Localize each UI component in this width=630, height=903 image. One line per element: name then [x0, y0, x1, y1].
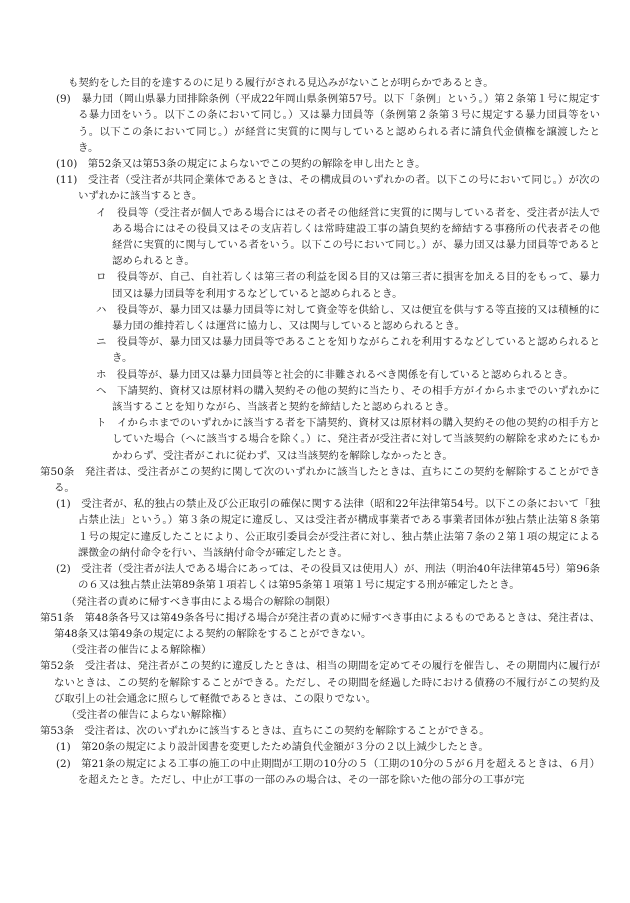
- subclause-ni: ニ 役員等が、暴力団又は暴力団員等であることを知りながらこれを利用するなどしていると認められるとき。: [96, 336, 600, 365]
- article-53: 第53条 受注者は、次のいずれかに該当するときは、直ちにこの契約を解除することができる。: [40, 725, 490, 738]
- subclause-ro: ロ 役員等が、自己、自社若しくは第三者の利益を図る目的又は第三者に損害を加える目的をもって、暴力団又は暴力団員等を利用するなどしていると認められるとき。: [96, 271, 600, 300]
- subclause-to: ト イからホまでのいずれかに該当する者を下請契約、資材又は原材料の購入契約その他の契約の相手方としていた場合（ヘに該当する場合を除く。）に、発注者が受注者に対して当該契約の解除を求めたにもかかわらず、受注者がこれに従わず、又は当該契約を解除しなかったとき。: [96, 417, 600, 462]
- article-52-heading: （受注者の催告による解除権）: [66, 644, 212, 657]
- subclause-i: イ 役員等（受注者が個人である場合にはその者その他経営に実質的に関与している者を、受注者が法人である場合にはその役員又はその支店若しくは常時建設工事の請負契約を締結する事務所の代表者その他経営に実質的に関与している者をいう。以下この号において同じ。）が、暴力団又は暴力団員等であると認められるとき。: [96, 206, 600, 268]
- subclause-ho: ホ 役員等が、暴力団又は暴力団員等と社会的に非難されるべき関係を有していると認められるとき。: [96, 368, 574, 381]
- article-51: 第51条 第48条各号又は第49条各号に掲げる場合が発注者の責めに帰すべき事由によるものであるときは、発注者は、第48条又は第49条の規定による契約の解除をすることができない。: [40, 611, 600, 640]
- article-52: 第52条 受注者は、発注者がこの契約に違反したときは、相当の期間を定めてその履行を催告し、その期間内に履行がないときは、この契約を解除することができる。ただし、その期間を経過した時における債務の不履行がこの契約及び取引上の社会通念に照らして軽微であるときは、この限りでない。: [40, 660, 600, 705]
- subclause-ha: ハ 役員等が、暴力団又は暴力団員等に対して資金等を供給し、又は便宜を供与する等直接的又は積極的に暴力団の維持若しくは運営に協力し、又は関与していると認められるとき。: [96, 303, 600, 333]
- article-50: 第50条 発注者は、受注者がこの契約に関して次のいずれかに該当したときは、直ちにこの契約を解除することができる。: [40, 465, 600, 495]
- article-50-item-2: (2) 受注者（受注者が法人である場合にあっては、その役員又は使用人）が、刑法（明治40年法律第45号）第96条の６又は独占禁止法第89条第１項若しくは第95条第１項第１号に規定する刑が確定したとき。: [56, 563, 600, 592]
- article-51-heading: （発注者の責めに帰すべき事由による場合の解除の制限）: [66, 595, 336, 608]
- article-53-heading: （受注者の催告によらない解除権）: [66, 708, 233, 721]
- clause-item-10: (10) 第52条又は第53条の規定によらないでこの契約の解除を申し出たとき。: [56, 158, 426, 171]
- article-53-item-2: (2) 第21条の規定による工事の施工の中止期間が工期の10分の５（工期の10分の５が６月を超えるときは、６月）を超えたとき。ただし、中止が工事の一部のみの場合は、その一部を除いた他の部分の工事が完: [56, 757, 600, 786]
- article-53-item-1: (1) 第20条の規定により設計図書を変更したため請負代金額が３分の２以上減少したとき。: [56, 741, 489, 754]
- paragraph-continuation: も契約をした目的を達するのに足りる履行がされる見込みがないことが明らかであるとき。: [68, 77, 494, 89]
- subclause-he: ヘ 下請契約、資材又は原材料の購入契約その他の契約に当たり、その相手方がイからホまでのいずれかに該当することを知りながら、当該者と契約を締結したと認められるとき。: [96, 384, 600, 414]
- clause-item-11: (11) 受注者（受注者が共同企業体であるときは、その構成員のいずれかの者。以下この号において同じ。）が次のいずれかに該当するとき。: [56, 174, 600, 203]
- article-50-item-1: (1) 受注者が、私的独占の禁止及び公正取引の確保に関する法律（昭和22年法律第54号。以下この条において「独占禁止法」という。）第３条の規定に違反し、又は受注者が構成事業者である事業者団体が独占禁止法第８条第１号の規定に違反したことにより、公正取引委員会が受注者に対し、独占禁止法第７条の２第１項の規定による課徴金の納付命令を行い、当該納付命令が確定したとき。: [56, 498, 600, 559]
- clause-item-9: (9) 暴力団（岡山県暴力団排除条例（平成22年岡山県条例第57号。以下「条例」という。）第２条第１号に規定する暴力団をいう。以下この条において同じ。）又は暴力団員等（条例第２条第３号に規定する暴力団員等をいう。以下この条において同じ。）が経営に実質的に関与していると認められる者に請負代金債権を譲渡したとき。: [56, 93, 600, 154]
